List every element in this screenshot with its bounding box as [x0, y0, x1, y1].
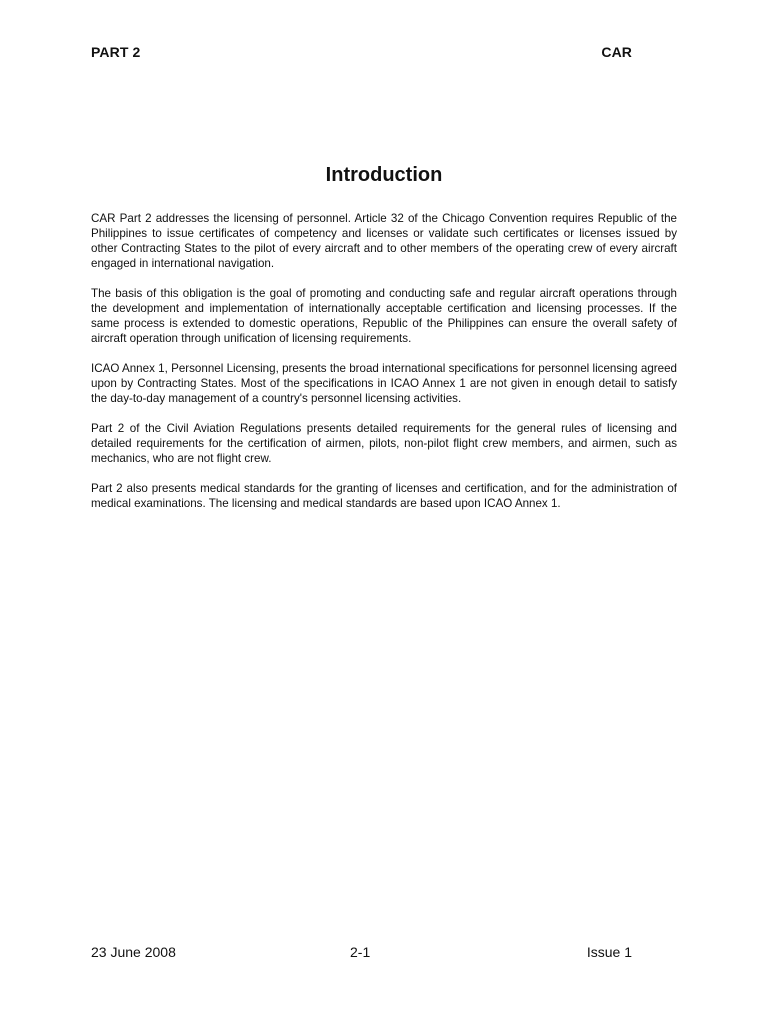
- footer-date: 23 June 2008: [91, 944, 176, 960]
- paragraph: CAR Part 2 addresses the licensing of personnel. Article 32 of the Chicago Convention requires Republic of the Philippines to issue certificates of competency and licenses or validate such certificates or licenses issued by other Contracting States to the pilot of every aircraft and to other members of the operating crew of every aircraft engaged in international navigation.: [91, 212, 677, 270]
- footer-page-number: 2-1: [350, 944, 371, 960]
- page-header: [91, 44, 632, 60]
- page-title: Introduction: [325, 164, 443, 186]
- paragraph: The basis of this obligation is the goal of promoting and conducting safe and regular aircraft operations through the development and implementation of internationally acceptable certification and licensing processes. If the same process is extended to domestic operations, Republic of the Philippines can ensure the overall safety of aircraft operation through unification of licensing requirements.: [91, 287, 677, 345]
- footer-issue: Issue 1: [586, 944, 632, 960]
- header-doc-label: CAR: [601, 44, 632, 60]
- paragraph: ICAO Annex 1, Personnel Licensing, presents the broad international specifications for personnel licensing agreed upon by Contracting States. Most of the specifications in ICAO Annex 1 are not given in enough detail to satisfy the day-to-day management of a country's personnel licensing activities.: [91, 362, 677, 405]
- page-footer: [91, 944, 632, 964]
- paragraph: Part 2 also presents medical standards for the granting of licenses and certification, and for the administration of medical examinations. The licensing and medical standards are based upon ICAO Annex 1.: [91, 482, 677, 510]
- body-text: [91, 211, 677, 526]
- paragraph: Part 2 of the Civil Aviation Regulations presents detailed requirements for the general rules of licensing and detailed requirements for the certification of airmen, pilots, non-pilot flight crew members, and airmen, such as mechanics, who are not flight crew.: [91, 422, 677, 465]
- header-part-label: PART 2: [91, 44, 141, 60]
